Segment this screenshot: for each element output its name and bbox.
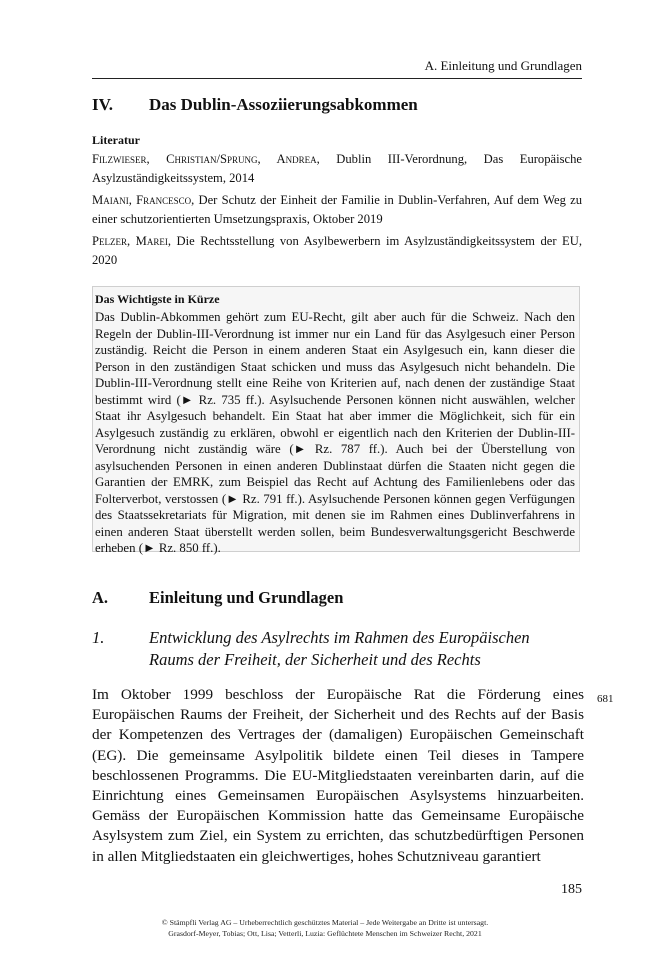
- header-rule: [92, 78, 582, 79]
- summary-box-title: Das Wichtigste in Kürze: [95, 292, 220, 306]
- summary-box-text: Das Dublin-Abkommen gehört zum EU-Recht, gilt aber auch für die Schweiz. Nach den Regeln der Dublin-III-Verordnung ist immer nur ein Land für das Asylgesuch einer Person zuständig. Reicht die Person in einem anderen Staat ein Asylgesuch ein, kann dieser die Person in den zuständigen Staat schicken und muss das Asylgesuch nicht behandeln. Die Dublin-III-Verordnung stellt eine Reihe von Kriterien auf, nach denen der zuständige Staat bestimmt wird (► Rz. 735 ff.). Asylsuchende Personen können nicht auswählen, welcher Staat ihr Asylgesuch behandelt. Ein Staat hat aber immer die Möglichkeit, sich für ein Asylgesuch zuständig zu erklären, obwohl er eigentlich nach den Kriterien der Dublin-III-Verordnung nicht zuständig wäre (► Rz. 787 ff.). Auch bei der Überstellung von asylsuchenden Personen in einen anderen Dublinstaat dürfen die Staaten nicht gegen die Garantien der EMRK, zum Beispiel das Recht auf Achtung des Familienlebens oder das Folterverbot, verstossen (► Rz. 791 ff.). Asylsuchende Personen können gegen Verfügungen des Staatssekretariats für Migration, mit denen sie im Rahmen eines Dublinverfahrens in einen anderen Staat überstellt werden sollen, beim Bundesverwaltungsgericht Beschwerde erheben (► Rz. 850 ff.).: [95, 310, 575, 555]
- section-title: Einleitung und Grundlagen: [149, 588, 344, 607]
- margin-number: 681: [597, 693, 614, 705]
- literature-reference: , Der Schutz der Einheit der Familie in Dublin-Verfahren, Auf dem Weg zu einer schutzorientierten Umsetzungspraxis, Oktober 2019: [92, 193, 582, 226]
- body-paragraph: Im Oktober 1999 beschloss der Europäische Rat die Förderung eines Europäischen Raums der Freiheit, der Sicherheit und des Rechts auf der Basis der Kompetenzen des Vertrages der (damaligen) Europäischen Gemeinschaft (EG). Die gemeinsame Asylpolitik bildete einen Teil dieses in Tampere beschlossenen Programms. Die EU-Mitgliedstaaten vereinbarten darin, auf die Einrichtung eines Gemeinsamen Europäischen Asylsystems hinzuarbeiten. Gemäss der Europäischen Kommission hatte das Gemeinsame Europäische Asylsystem zum Ziel, ein System zu errichten, das schutzbedürftigen Personen in allen Mitgliedstaaten ein gleichwertiges, hohes Schutzniveau garantiert: [92, 686, 584, 865]
- summary-box: [92, 286, 580, 555]
- page-number: 185: [561, 882, 582, 897]
- literature-heading: Literatur: [92, 133, 140, 147]
- running-header: A. Einleitung und Grundlagen: [424, 58, 582, 73]
- literature-list: [92, 150, 582, 273]
- chapter-title: Das Dublin-Assoziierungsabkommen: [149, 95, 418, 114]
- copyright-footer: [0, 917, 650, 939]
- chapter-number: IV.: [92, 95, 113, 114]
- subsection-title: Entwicklung des Asylrechts im Rahmen des Europäischen Raums der Freiheit, der Sicherheit und des Rechts: [149, 628, 530, 669]
- literature-entry: [92, 232, 582, 270]
- footer-line: Grasdorf-Meyer, Tobias; Ott, Lisa; Vetterli, Luzia: Geflüchtete Menschen im Schweizer Recht, 2021: [168, 929, 482, 938]
- footer-line: © Stämpfli Verlag AG – Urheberrechtlich geschütztes Material – Jede Weitergabe an Dritte ist untersagt.: [161, 918, 489, 927]
- literature-reference: , Dublin III-Verordnung, Das Europäische Asylzuständigkeitssystem, 2014: [92, 152, 582, 185]
- subsection-number: 1.: [92, 628, 105, 647]
- literature-entry: [92, 191, 582, 229]
- section-number: A.: [92, 588, 109, 607]
- literature-entry: [92, 150, 582, 188]
- literature-authors: Maiani, Francesco: [92, 193, 192, 207]
- literature-authors: Filzwieser, Christian/Sprung, Andrea: [92, 152, 317, 166]
- literature-reference: , Die Rechtsstellung von Asylbewerbern im Asylzuständigkeitssystem der EU, 2020: [92, 234, 582, 267]
- literature-authors: Pelzer, Marei: [92, 234, 168, 248]
